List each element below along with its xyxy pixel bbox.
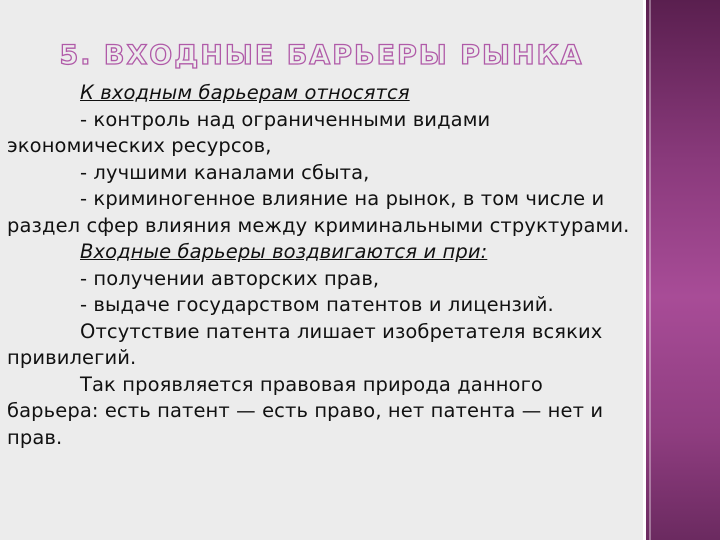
decorative-side-panel <box>643 0 720 540</box>
list-item-resources: - контроль над ограниченными видами экономических ресурсов, <box>7 107 491 157</box>
list-item-criminal: - криминогенное влияние на рынок, в том числе и раздел сфер влияния между криминальными структурами. <box>7 187 630 237</box>
paragraph-legal-nature: Так проявляется правовая природа данного барьера: есть патент — есть право, нет патента — нет и прав. <box>7 372 604 449</box>
paragraph-no-patent: Отсутствие патента лишает изобретателя всяких привилегий. <box>7 319 603 369</box>
emphasis-heading: К входным барьерам относятся <box>80 81 410 104</box>
slide-title: 5. ВХОДНЫЕ БАРЬЕРЫ РЫНКА <box>59 40 584 71</box>
list-item-copyright: - получении авторских прав, <box>80 266 380 290</box>
list-item-channels: - лучшими каналами сбыта, <box>80 160 370 184</box>
emphasis-heading: Входные барьеры воздвигаются и при: <box>80 240 488 263</box>
paragraph-heading-barriers <box>7 80 635 107</box>
list-item-patents: - выдаче государством патентов и лицензий. <box>80 293 554 316</box>
paragraph-heading-erected <box>7 239 635 266</box>
slide-body <box>7 80 635 451</box>
